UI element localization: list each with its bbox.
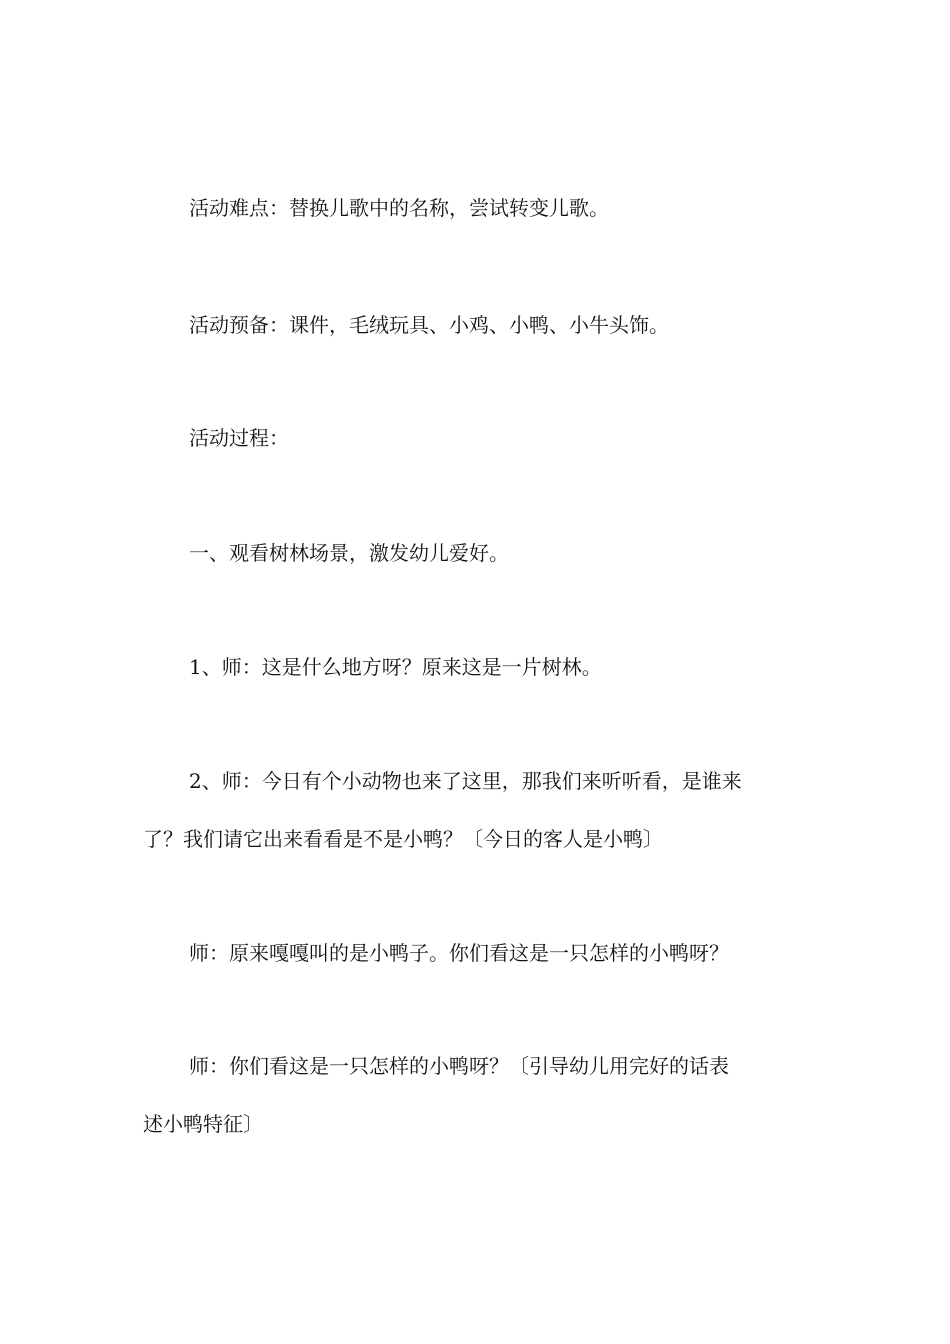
paragraph-line: 师：你们看这是一只怎样的小鸭呀？〔引导幼儿用完好的话表 — [189, 1054, 729, 1078]
paragraph-line: 1、师：这是什么地方呀？原来这是一片树林。 — [189, 655, 602, 679]
paragraph-line: 2、师：今日有个小动物也来了这里，那我们来听听看，是谁来 — [189, 769, 742, 793]
paragraph-section-one — [143, 543, 813, 563]
paragraph-step-2 — [143, 771, 813, 849]
paragraph-activity-difficulty — [143, 198, 813, 218]
paragraph-line: 活动过程： — [189, 426, 289, 450]
paragraph-line: 活动难点：替换儿歌中的名称，尝试转变儿歌。 — [189, 196, 609, 220]
paragraph-teacher-question — [143, 1056, 813, 1134]
paragraph-step-1 — [143, 657, 813, 677]
paragraph-teacher-duck — [143, 943, 813, 963]
paragraph-line: 师：原来嘎嘎叫的是小鸭子。你们看这是一只怎样的小鸭呀？ — [189, 941, 729, 965]
paragraph-line: 活动预备：课件，毛绒玩具、小鸡、小鸭、小牛头饰。 — [189, 313, 669, 337]
paragraph-line: 述小鸭特征〕 — [143, 1112, 263, 1136]
paragraph-line: 了？我们请它出来看看是不是小鸭？〔今日的客人是小鸭〕 — [143, 827, 663, 851]
paragraph-line: 一、观看树林场景，激发幼儿爱好。 — [189, 541, 509, 565]
paragraph-activity-process-heading — [143, 428, 813, 448]
paragraph-activity-preparation — [143, 315, 813, 335]
